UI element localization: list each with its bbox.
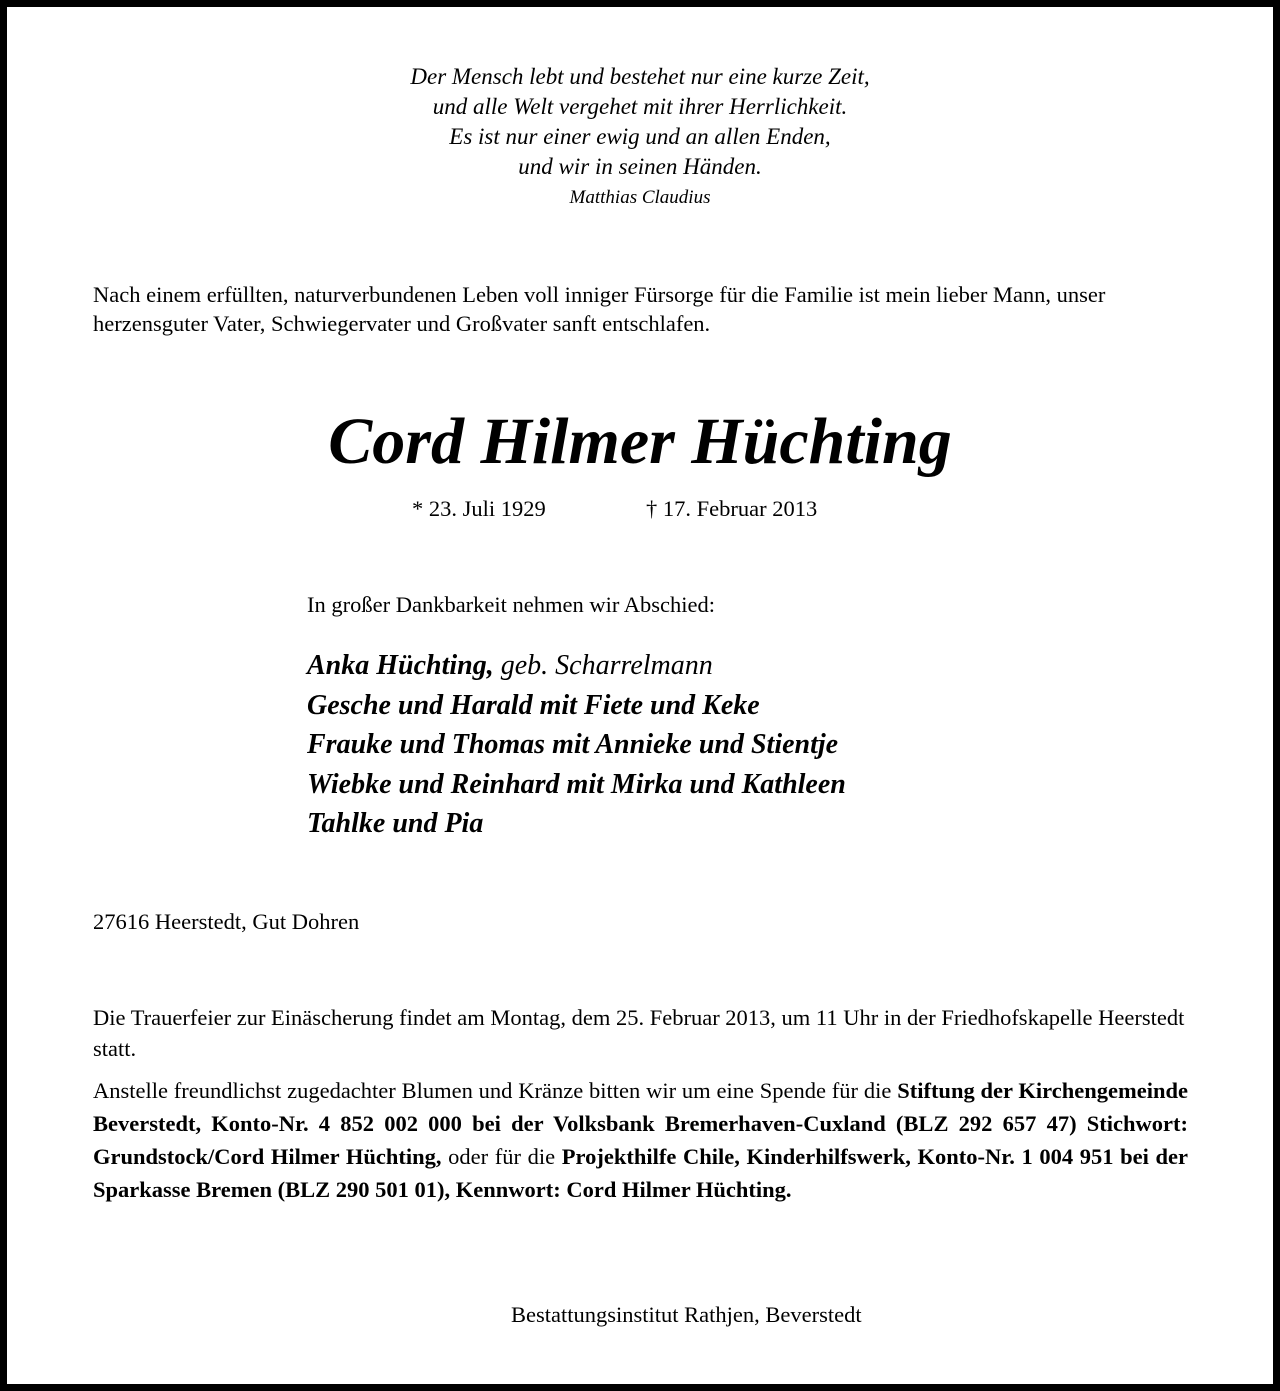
poem-line: Der Mensch lebt und bestehet nur eine kurze Zeit, <box>410 64 870 89</box>
mourner-line: Frauke und Thomas mit Annieke und Stientje <box>307 729 839 760</box>
donation-info <box>93 1074 1188 1206</box>
donation-second-recipient: Projekthilfe Chile, Kinderhilfswerk, Konto-Nr. 1 004 951 bei der Sparkasse Bremen (BLZ 290 501 01), Kennwort: Cord Hilmer Hüchting. <box>93 1144 1189 1202</box>
farewell-intro: In großer Dankbarkeit nehmen wir Abschied: <box>307 592 715 617</box>
poem-line: und wir in seinen Händen. <box>518 154 762 179</box>
poem <box>0 62 1280 210</box>
donation-intro: Anstelle freundlichst zugedachter Blumen und Kränze bitten wir um eine Spende für die <box>93 1078 892 1103</box>
birth-date: * 23. Juli 1929 <box>412 496 546 521</box>
poem-author: Matthias Claudius <box>569 187 711 208</box>
mourner-line: Wiebke und Reinhard mit Mirka und Kathleen <box>307 768 846 800</box>
donation-connector: oder für die <box>448 1144 556 1169</box>
mourner-line: Tahlke und Pia <box>307 808 484 839</box>
death-date: † 17. Februar 2013 <box>646 496 818 521</box>
mourners-list <box>307 646 846 844</box>
intro-text: Nach einem erfüllten, naturverbundenen Leben voll inniger Fürsorge für die Familie ist mein lieber Mann, unser herzensguter Vater, Schwiegervater und Großvater sanft entschlafen. <box>93 282 1106 336</box>
spouse-name: Anka Hüchting, <box>307 650 494 681</box>
deceased-name: Cord Hilmer Hüchting <box>328 405 952 478</box>
family-address: 27616 Heerstedt, Gut Dohren <box>93 909 360 934</box>
mourner-line: Gesche und Harald mit Fiete und Keke <box>307 689 760 721</box>
ceremony-info: Die Trauerfeier zur Einäscherung findet am Montag, dem 25. Februar 2013, um 11 Uhr in der Friedhofskapelle Heerstedt statt. <box>93 1005 1185 1061</box>
undertaker: Bestattungsinstitut Rathjen, Beverstedt <box>511 1302 862 1327</box>
poem-line: und alle Welt vergehet mit ihrer Herrlichkeit. <box>432 94 848 119</box>
poem-line: Es ist nur einer ewig und an allen Enden, <box>449 124 831 149</box>
spouse-maiden-name: geb. Scharrelmann <box>500 650 713 681</box>
donation-first-recipient: Stiftung der Kirchengemeinde Beverstedt, Konto-Nr. 4 852 002 000 bei der Volksbank Bremerhaven-Cuxland (BLZ 292 657 47) Stichwort: Grundstock/Cord Hilmer Hüchting, <box>93 1078 1188 1169</box>
mourner-line <box>307 646 846 686</box>
